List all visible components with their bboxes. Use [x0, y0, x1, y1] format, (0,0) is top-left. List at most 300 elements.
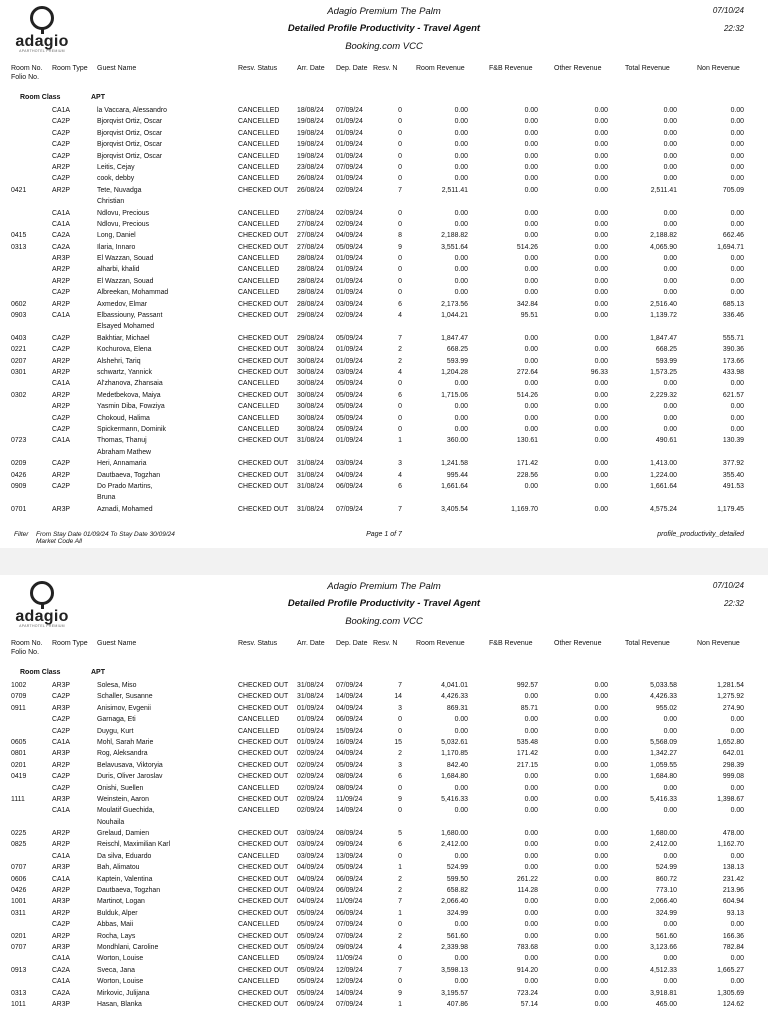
- resv-status: CHECKED OUT: [238, 334, 289, 342]
- non-revenue: 0.00: [730, 403, 744, 411]
- report-time: 22:32: [723, 24, 744, 33]
- room-type: AR2P: [52, 841, 71, 849]
- room-type: CA2A: [52, 989, 71, 997]
- total-revenue: 1,573.25: [650, 369, 677, 377]
- departure-date: 07/09/24: [336, 505, 363, 513]
- non-revenue: 0.00: [730, 414, 744, 422]
- total-revenue: 5,033.58: [650, 682, 677, 689]
- col-non-revenue: Non Revenue: [697, 65, 740, 72]
- resv-status: CANCELLED: [238, 784, 280, 792]
- nights: 0: [398, 255, 402, 263]
- total-revenue: 773.10: [655, 887, 677, 895]
- arrival-date: 05/09/24: [297, 966, 324, 974]
- resv-status: CHECKED OUT: [238, 761, 289, 769]
- resv-status: CANCELLED: [238, 955, 280, 963]
- room-revenue: 599.50: [446, 875, 468, 883]
- departure-date: 06/09/24: [336, 482, 363, 490]
- fb-revenue: 0.00: [524, 414, 538, 422]
- table-row: [0, 106, 768, 117]
- room-revenue: 0.00: [454, 852, 468, 860]
- guest-name: Grelaud, Damien: [97, 830, 150, 838]
- room-revenue: 2,511.41: [441, 186, 468, 194]
- table-row: [0, 174, 768, 185]
- total-revenue: 490.61: [655, 437, 677, 445]
- departure-date: 02/09/24: [336, 209, 363, 217]
- departure-date: 01/09/24: [336, 266, 363, 274]
- guest-name: Albreekan, Mohammad: [97, 289, 169, 297]
- non-revenue: 377.92: [722, 460, 744, 468]
- departure-date: 08/09/24: [336, 773, 363, 781]
- nights: 0: [398, 921, 402, 929]
- other-revenue: 0.00: [594, 505, 608, 513]
- departure-date: 15/09/24: [336, 727, 363, 735]
- guest-name: Long, Daniel: [97, 232, 136, 240]
- room-type: CA2P: [52, 773, 71, 781]
- room-number: 0311: [11, 909, 26, 917]
- nights: 7: [398, 898, 402, 906]
- other-revenue: 96.33: [590, 369, 608, 377]
- fb-revenue: 57.14: [520, 1000, 538, 1008]
- guest-name: Reischl, Maximilian Karl: [97, 841, 171, 849]
- other-revenue: 0.00: [594, 391, 608, 399]
- arrival-date: 01/09/24: [297, 716, 324, 724]
- fb-revenue: 0.00: [524, 163, 538, 171]
- guest-name: Martinot, Logan: [97, 898, 145, 906]
- room-number: 0201: [11, 932, 27, 940]
- guest-name: Thomas, Thanuj: [97, 437, 147, 445]
- total-revenue: 0.00: [663, 716, 677, 724]
- resv-status: CANCELLED: [238, 220, 280, 228]
- room-revenue: 0.00: [454, 955, 468, 963]
- room-revenue: 0.00: [454, 277, 468, 285]
- total-revenue: 0.00: [663, 403, 677, 411]
- departure-date: 05/09/24: [336, 414, 363, 422]
- other-revenue: 0.00: [594, 277, 608, 285]
- guest-name: Mohl, Sarah Marie: [97, 738, 154, 746]
- nights: 1: [398, 909, 402, 917]
- room-revenue: 1,680.00: [441, 830, 468, 838]
- departure-date: 05/09/24: [336, 243, 363, 251]
- other-revenue: 0.00: [594, 118, 608, 126]
- table-row: [0, 505, 768, 516]
- departure-date: 05/09/24: [336, 403, 363, 411]
- room-number: 0911: [11, 704, 26, 712]
- room-type: AR3P: [52, 750, 71, 758]
- room-number: 0207: [11, 357, 27, 365]
- room-revenue: 1,661.64: [441, 482, 468, 490]
- departure-date: 04/09/24: [336, 750, 363, 758]
- room-type: AR2P: [52, 932, 71, 940]
- resv-status: CHECKED OUT: [238, 505, 289, 513]
- other-revenue: 0.00: [594, 414, 608, 422]
- resv-status: CANCELLED: [238, 403, 280, 411]
- table-row: [0, 311, 768, 334]
- room-revenue: 0.00: [454, 784, 468, 792]
- nights: 0: [398, 277, 402, 285]
- non-revenue: 642.01: [722, 750, 744, 758]
- non-revenue: 298.39: [722, 761, 744, 769]
- fb-revenue: 0.00: [524, 841, 538, 849]
- resv-status: CANCELLED: [238, 129, 280, 137]
- other-revenue: 0.00: [594, 921, 608, 929]
- table-row: [0, 749, 768, 760]
- arrival-date: 28/08/24: [297, 266, 324, 274]
- room-type: AR2P: [52, 403, 71, 411]
- table-row: [0, 357, 768, 368]
- room-revenue: 4,041.01: [441, 682, 468, 689]
- non-revenue: 0.00: [730, 107, 744, 114]
- room-type: AR2P: [52, 830, 71, 838]
- nights: 0: [398, 118, 402, 126]
- total-revenue: 465.00: [655, 1000, 677, 1008]
- nights: 0: [398, 955, 402, 963]
- non-revenue: 662.46: [722, 232, 744, 240]
- resv-status: CHECKED OUT: [238, 830, 289, 838]
- other-revenue: 0.00: [594, 346, 608, 354]
- other-revenue: 0.00: [594, 186, 608, 194]
- other-revenue: 0.00: [594, 773, 608, 781]
- non-revenue: 0.00: [730, 118, 744, 126]
- room-revenue: 995.44: [446, 471, 468, 479]
- guest-name-continued: Abraham Mathew: [97, 448, 152, 456]
- nights: 6: [398, 841, 402, 849]
- room-type: CA1A: [52, 978, 71, 986]
- total-revenue: 2,188.82: [650, 232, 677, 240]
- table-row: [0, 482, 768, 505]
- col-fb-revenue: F&B Revenue: [489, 640, 533, 647]
- total-revenue: 4,512.33: [650, 966, 677, 974]
- other-revenue: 0.00: [594, 266, 608, 274]
- total-revenue: 3,918.81: [650, 989, 677, 997]
- room-revenue: 0.00: [454, 163, 468, 171]
- arrival-date: 27/08/24: [297, 243, 324, 251]
- fb-revenue: 0.00: [524, 482, 538, 490]
- total-revenue: 0.00: [663, 209, 677, 217]
- nights: 0: [398, 380, 402, 388]
- other-revenue: 0.00: [594, 255, 608, 263]
- total-revenue: 324.99: [655, 909, 677, 917]
- arrival-date: 29/08/24: [297, 334, 324, 342]
- non-revenue: 124.62: [722, 1000, 744, 1008]
- resv-status: CHECKED OUT: [238, 887, 289, 895]
- guest-name: Dautbaeva, Togzhan: [97, 887, 161, 895]
- guest-name: Chokoud, Halima: [97, 414, 150, 422]
- column-headers: [0, 65, 768, 85]
- nights: 6: [398, 300, 402, 308]
- other-revenue: 0.00: [594, 841, 608, 849]
- total-revenue: 0.00: [663, 107, 677, 114]
- room-type: CA2P: [52, 425, 71, 433]
- table-row: [0, 300, 768, 311]
- resv-status: CANCELLED: [238, 277, 280, 285]
- arrival-date: 04/09/24: [297, 875, 324, 883]
- non-revenue: 173.66: [722, 357, 744, 365]
- departure-date: 06/09/24: [336, 875, 363, 883]
- room-revenue: 5,032.61: [441, 738, 468, 746]
- total-revenue: 0.00: [663, 163, 677, 171]
- resv-status: CHECKED OUT: [238, 186, 289, 194]
- departure-date: 01/09/24: [336, 152, 363, 160]
- non-revenue: 0.00: [730, 784, 744, 792]
- fb-revenue: 0.00: [524, 380, 538, 388]
- total-revenue: 955.02: [655, 704, 677, 712]
- fb-revenue: 0.00: [524, 403, 538, 411]
- nights: 2: [398, 875, 402, 883]
- room-revenue: 0.00: [454, 141, 468, 149]
- report-date: 07/10/24: [712, 581, 744, 590]
- nights: 4: [398, 312, 402, 320]
- hotel-name: Adagio Premium The Palm: [327, 6, 441, 17]
- non-revenue: 93.13: [726, 909, 744, 917]
- departure-date: 14/09/24: [336, 807, 363, 815]
- room-revenue: 3,195.57: [441, 989, 468, 997]
- guest-name: Bulduk, Alper: [97, 909, 138, 917]
- other-revenue: 0.00: [594, 471, 608, 479]
- col-dep: Dep. Date: [336, 65, 368, 72]
- room-type: CA2P: [52, 693, 71, 701]
- room-type: AR3P: [52, 704, 71, 712]
- resv-status: CHECKED OUT: [238, 989, 289, 997]
- arrival-date: 04/09/24: [297, 864, 324, 872]
- room-type: CA2P: [52, 482, 71, 490]
- fb-revenue: 0.00: [524, 978, 538, 986]
- non-revenue: 0.00: [730, 807, 744, 815]
- other-revenue: 0.00: [594, 966, 608, 974]
- room-type: AR3P: [52, 255, 71, 263]
- nights: 0: [398, 716, 402, 724]
- room-revenue: 5,416.33: [441, 795, 468, 803]
- col-arr: Arr. Date: [297, 65, 325, 72]
- total-revenue: 1,847.47: [650, 334, 677, 342]
- other-revenue: 0.00: [594, 312, 608, 320]
- guest-name: Duris, Oliver Jaroslav: [97, 773, 163, 781]
- room-type: CA1A: [52, 807, 71, 815]
- fb-revenue: 1,169.70: [511, 505, 538, 513]
- total-revenue: 0.00: [663, 266, 677, 274]
- fb-revenue: 0.00: [524, 773, 538, 781]
- fb-revenue: 0.00: [524, 334, 538, 342]
- resv-status: CANCELLED: [238, 266, 280, 274]
- table-row: [0, 243, 768, 254]
- arrival-date: 30/08/24: [297, 403, 324, 411]
- arrival-date: 29/08/24: [297, 312, 324, 320]
- guest-name: Solesa, Miso: [97, 682, 137, 689]
- col-other-revenue: Other Revenue: [554, 640, 602, 647]
- non-revenue: 0.00: [730, 175, 744, 183]
- total-revenue: 0.00: [663, 784, 677, 792]
- table-row: [0, 402, 768, 413]
- guest-name: Moulatif Guechida,: [97, 807, 155, 815]
- room-type: CA2P: [52, 334, 71, 342]
- col-folio: Folio No.: [11, 649, 40, 656]
- other-revenue: 0.00: [594, 704, 608, 712]
- room-revenue: 842.40: [446, 761, 468, 769]
- fb-revenue: 0.00: [524, 807, 538, 815]
- other-revenue: 0.00: [594, 357, 608, 365]
- guest-name: Bjorqvist Ortiz, Oscar: [97, 118, 163, 126]
- nights: 8: [398, 232, 402, 240]
- room-revenue: 524.99: [446, 864, 468, 872]
- resv-status: CHECKED OUT: [238, 750, 289, 758]
- arrival-date: 30/08/24: [297, 380, 324, 388]
- non-revenue: 433.98: [722, 369, 744, 377]
- arrival-date: 31/08/24: [297, 505, 324, 513]
- table-row: [0, 186, 768, 209]
- room-type: CA2P: [52, 921, 71, 929]
- room-revenue: 3,598.13: [441, 966, 468, 974]
- room-type: AR2P: [52, 163, 71, 171]
- nights: 0: [398, 727, 402, 735]
- non-revenue: 705.09: [722, 186, 744, 194]
- departure-date: 12/09/24: [336, 978, 363, 986]
- other-revenue: 0.00: [594, 243, 608, 251]
- departure-date: 14/09/24: [336, 989, 363, 997]
- other-revenue: 0.00: [594, 129, 608, 137]
- departure-date: 11/09/24: [336, 898, 363, 906]
- total-revenue: 1,680.00: [650, 830, 677, 838]
- guest-name: Worton, Louise: [97, 955, 144, 963]
- nights: 3: [398, 761, 402, 769]
- total-revenue: 1,342.27: [650, 750, 677, 758]
- non-revenue: 999.08: [722, 773, 744, 781]
- room-type: CA2P: [52, 175, 71, 183]
- col-status: Resv. Status: [238, 640, 278, 647]
- fb-revenue: 514.26: [516, 391, 538, 399]
- arrival-date: 26/08/24: [297, 186, 324, 194]
- non-revenue: 213.96: [722, 887, 744, 895]
- reservation-table-page-2: [0, 681, 768, 1011]
- fb-revenue: 0.00: [524, 693, 538, 701]
- other-revenue: 0.00: [594, 1000, 608, 1008]
- non-revenue: 0.00: [730, 425, 744, 433]
- departure-date: 07/09/24: [336, 921, 363, 929]
- nights: 3: [398, 460, 402, 468]
- room-revenue: 407.86: [446, 1000, 468, 1008]
- total-revenue: 0.00: [663, 425, 677, 433]
- room-revenue: 3,405.54: [441, 505, 468, 513]
- total-revenue: 0.00: [663, 955, 677, 963]
- resv-status: CHECKED OUT: [238, 795, 289, 803]
- room-number: 1111: [11, 795, 25, 803]
- non-revenue: 0.00: [730, 129, 744, 137]
- total-revenue: 0.00: [663, 118, 677, 126]
- room-type: CA2P: [52, 346, 71, 354]
- guest-name: Bah, Alimatou: [97, 864, 140, 872]
- arrival-date: 02/09/24: [297, 807, 324, 815]
- room-number: 0301: [11, 369, 27, 377]
- col-total-revenue: Total Revenue: [625, 640, 670, 647]
- arrival-date: 28/08/24: [297, 300, 324, 308]
- other-revenue: 0.00: [594, 887, 608, 895]
- fb-revenue: 0.00: [524, 107, 538, 114]
- nights: 2: [398, 346, 402, 354]
- departure-date: 05/09/24: [336, 391, 363, 399]
- total-revenue: 0.00: [663, 807, 677, 815]
- nights: 0: [398, 220, 402, 228]
- guest-name-continued: Christian: [97, 198, 125, 206]
- guest-name: Mirkovic, Julijana: [97, 989, 150, 997]
- room-type: CA2A: [52, 966, 71, 974]
- fb-revenue: 272.64: [516, 369, 538, 377]
- guest-name: Bjorqvist Ortiz, Oscar: [97, 141, 163, 149]
- nights: 7: [398, 966, 402, 974]
- room-type: CA1A: [52, 875, 71, 883]
- resv-status: CANCELLED: [238, 978, 280, 986]
- guest-name: Weinstein, Aaron: [97, 795, 149, 803]
- room-number: 0209: [11, 460, 27, 468]
- resv-status: CANCELLED: [238, 141, 280, 149]
- arrival-date: 19/08/24: [297, 152, 324, 160]
- room-type: AR2P: [52, 369, 71, 377]
- table-row: [0, 795, 768, 806]
- resv-status: CANCELLED: [238, 163, 280, 171]
- table-row: [0, 738, 768, 749]
- guest-name: Elbassiouny, Passant: [97, 312, 163, 320]
- nights: 0: [398, 784, 402, 792]
- fb-revenue: 342.84: [516, 300, 538, 308]
- nights: 2: [398, 750, 402, 758]
- room-revenue: 3,551.64: [441, 243, 468, 251]
- total-revenue: 0.00: [663, 727, 677, 735]
- fb-revenue: 0.00: [524, 152, 538, 160]
- room-number: 0606: [11, 875, 27, 883]
- guest-name: Anisimov, Evgenii: [97, 704, 151, 712]
- non-revenue: 1,281.54: [717, 682, 744, 689]
- fb-revenue: 0.00: [524, 784, 538, 792]
- non-revenue: 0.00: [730, 163, 744, 171]
- room-revenue: 0.00: [454, 716, 468, 724]
- non-revenue: 1,179.45: [717, 505, 744, 513]
- room-number: 0801: [11, 750, 27, 758]
- nights: 0: [398, 152, 402, 160]
- non-revenue: 782.84: [722, 944, 744, 951]
- room-number: 0701: [11, 505, 27, 513]
- non-revenue: 1,652.80: [717, 738, 744, 746]
- arrival-date: 31/08/24: [297, 460, 324, 468]
- table-row: [0, 368, 768, 379]
- table-row: [0, 209, 768, 220]
- other-revenue: 0.00: [594, 682, 608, 689]
- table-row: [0, 784, 768, 795]
- arrival-date: 31/08/24: [297, 437, 324, 445]
- section-label: Room Class: [20, 94, 61, 101]
- report-page-2: [0, 575, 768, 1024]
- room-number: 0707: [11, 944, 27, 951]
- arrival-date: 23/08/24: [297, 163, 324, 171]
- fb-revenue: 0.00: [524, 727, 538, 735]
- total-revenue: 2,066.40: [650, 898, 677, 906]
- resv-status: CHECKED OUT: [238, 460, 289, 468]
- other-revenue: 0.00: [594, 334, 608, 342]
- logo-word: adagio: [15, 33, 69, 50]
- table-row: [0, 345, 768, 356]
- col-arr: Arr. Date: [297, 640, 325, 647]
- other-revenue: 0.00: [594, 152, 608, 160]
- resv-status: CHECKED OUT: [238, 232, 289, 240]
- non-revenue: 0.00: [730, 955, 744, 963]
- fb-revenue: 114.28: [517, 887, 538, 895]
- room-revenue: 0.00: [454, 175, 468, 183]
- total-revenue: 0.00: [663, 220, 677, 228]
- col-name: Guest Name: [97, 640, 137, 647]
- total-revenue: 0.00: [663, 852, 677, 860]
- departure-date: 09/09/24: [336, 841, 363, 849]
- table-row: [0, 727, 768, 738]
- arrival-date: 19/08/24: [297, 118, 324, 126]
- other-revenue: 0.00: [594, 932, 608, 940]
- other-revenue: 0.00: [594, 232, 608, 240]
- total-revenue: 1,684.80: [650, 773, 677, 781]
